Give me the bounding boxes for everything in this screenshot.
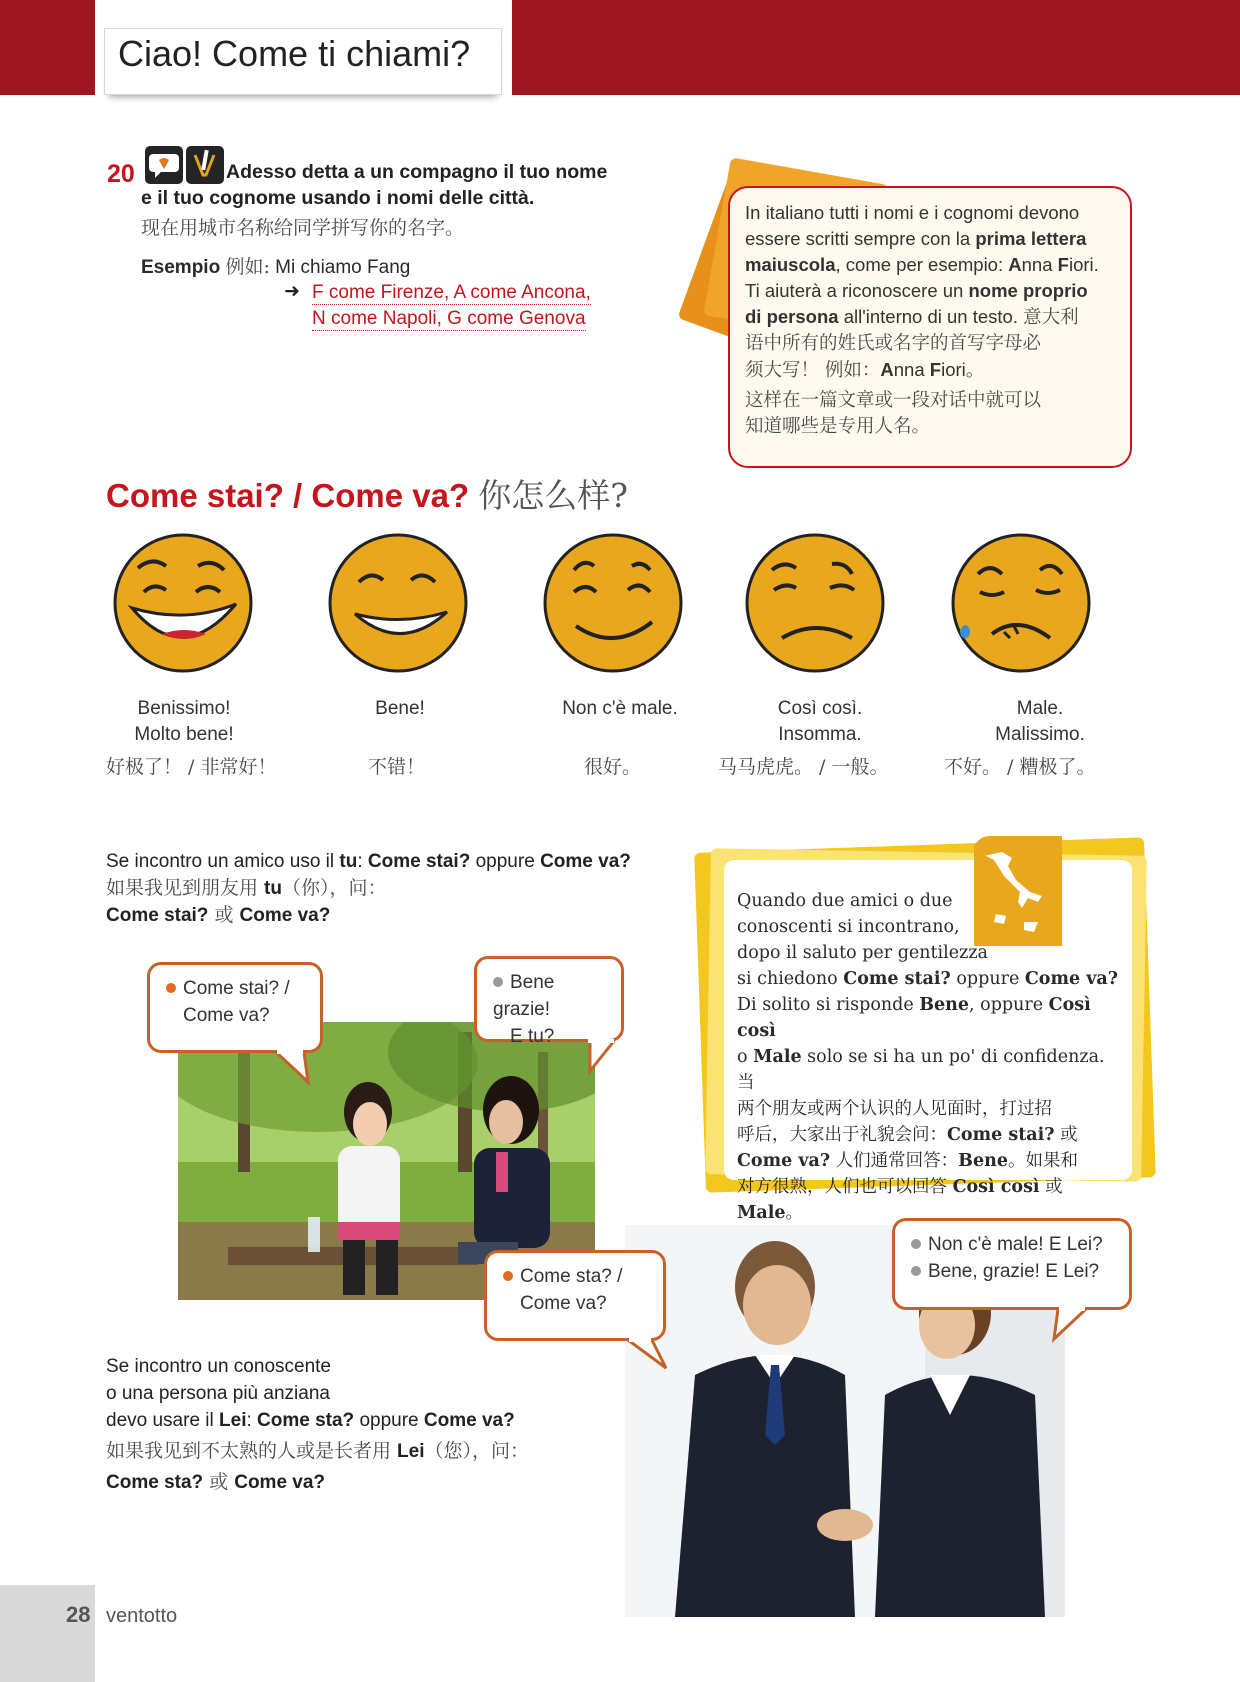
formal-explanation: Se incontro un conoscente o una persona più anziana devo usare il Lei: Come sta? oppure Come va? 如果我见到不太熟的人或是长者用 Lei（您），问： Come sta? 或 Come va? <box>106 1356 530 1493</box>
face-label-happy: Bene! <box>375 698 425 719</box>
rule-box-text <box>745 200 1099 440</box>
so-so-face-icon <box>742 530 888 676</box>
bubble-come-sta: Come sta? / Come va? <box>484 1250 666 1341</box>
orange-bullet-icon <box>166 983 176 993</box>
exercise-number: 20 <box>107 160 135 188</box>
face-cn-so-so: 马马虎虎。 / 一般。 <box>718 756 889 778</box>
face-cn-happy: 不错！ <box>368 756 426 778</box>
example-answer-line1: F come Firenze, A come Ancona, <box>312 282 591 303</box>
sad-face-icon <box>948 530 1094 676</box>
header-band-right <box>512 0 1240 95</box>
face-cn-content: 很好。 <box>584 756 642 778</box>
footer-band <box>0 1585 95 1682</box>
exercise-instruction-cn: 现在用城市名称给同学拼写你的名字。 <box>141 217 465 239</box>
face-label-so-so: Così così. Insomma. <box>777 698 863 745</box>
page-number: 28 <box>66 1602 91 1627</box>
happy-face-icon <box>325 530 471 676</box>
grey-bullet-icon <box>493 977 503 987</box>
bubble-tail-non-ce-male <box>1048 1307 1088 1343</box>
pencil-writing-icon <box>186 146 224 184</box>
bubble-tail-come-stai <box>274 1050 314 1086</box>
exercise-instruction-line1: Adesso detta a un compagno il tuo nome <box>226 161 608 183</box>
example-label-cn: 例如: <box>225 256 270 278</box>
rule-line: essere scritti sempre con la prima lettera <box>745 228 1087 249</box>
content-face-icon <box>540 530 686 676</box>
bubble-come-stai: Come stai? / Come va? <box>147 962 323 1053</box>
orange-bullet-icon <box>503 1271 513 1281</box>
arrow-icon: ➜ <box>284 280 300 302</box>
example-label: Esempio <box>141 257 221 278</box>
very-happy-face-icon <box>110 530 256 676</box>
example-text: Mi chiamo Fang <box>275 257 411 278</box>
rule-line: 须大写！ 例如：Anna Fiori。 <box>745 359 985 381</box>
informal-explanation <box>106 848 666 929</box>
face-label-sad: Male. Malissimo. <box>995 698 1085 745</box>
face-cn-very-happy: 好极了！ / 非常好！ <box>106 756 277 778</box>
face-label-very-happy: Benissimo! Molto bene! <box>134 698 234 745</box>
informal-line1: Se incontro un amico uso il tu: Come stai? oppure Come va? <box>106 851 631 872</box>
grey-bullet-icon <box>911 1266 921 1276</box>
bubble-tail-come-sta <box>626 1338 670 1372</box>
culture-box-text: Quando due amici o due conoscenti si incontrano, dopo il saluto per gentilezza si chiedono Come stai? oppure Come va? Di solito si risponde Bene, oppure Così così o Male solo se si ha un po' di confidenza. 当 两个朋友或两个认识的人见面时，打过招 呼后，大家出于礼貌会问：Come stai? 或 Come va? 人们通常回答：Bene。如果和 对方很熟，人们也可以回答 Così così 或 Male。 <box>737 891 1118 1223</box>
informal-line3: Come stai? 或 Come va? <box>106 904 331 926</box>
rule-line: di persona all'interno di un testo. 意大利 <box>745 306 1079 328</box>
example-answer-line2: N come Napoli, G come Genova <box>312 308 586 329</box>
speech-bubble-icon <box>145 146 183 184</box>
exercise-instruction-line2: e il tuo cognome usando i nomi delle città. <box>141 187 535 209</box>
rule-line: maiuscola, come per esempio: Anna Fiori. <box>745 254 1099 275</box>
grey-bullet-icon <box>911 1239 921 1249</box>
informal-line2: 如果我见到朋友用 tu（你），问： <box>106 877 387 899</box>
rule-line: 语中所有的姓氏或名字的首写字母必 <box>745 333 1042 354</box>
rule-line: Ti aiuterà a riconoscere un nome proprio <box>745 280 1088 301</box>
face-cn-sad: 不好。 / 糟极了。 <box>944 756 1096 778</box>
page-number-word: ventotto <box>106 1605 178 1627</box>
page-title: Ciao! Come ti chiami? <box>118 33 471 74</box>
rule-line: 知道哪些是专用人名。 <box>745 416 931 437</box>
example-line <box>141 252 410 279</box>
rule-line: In italiano tutti i nomi e i cognomi devono <box>745 202 1080 223</box>
bubble-bene-grazie: Bene grazie! E tu? <box>474 956 624 1042</box>
bubble-non-ce-male: Non c'è male! E Lei? Bene, grazie! E Lei? <box>892 1218 1132 1310</box>
bubble-tail-bene-grazie <box>584 1039 624 1075</box>
face-label-content: Non c'è male. <box>562 698 678 719</box>
header-band-left <box>0 0 95 95</box>
section-title: Come stai? / Come va? <box>106 477 470 514</box>
section-heading <box>106 470 628 517</box>
section-title-cn: 你怎么样? <box>478 476 628 515</box>
rule-line: 这样在一篇文章或一段对话中就可以 <box>745 390 1042 411</box>
